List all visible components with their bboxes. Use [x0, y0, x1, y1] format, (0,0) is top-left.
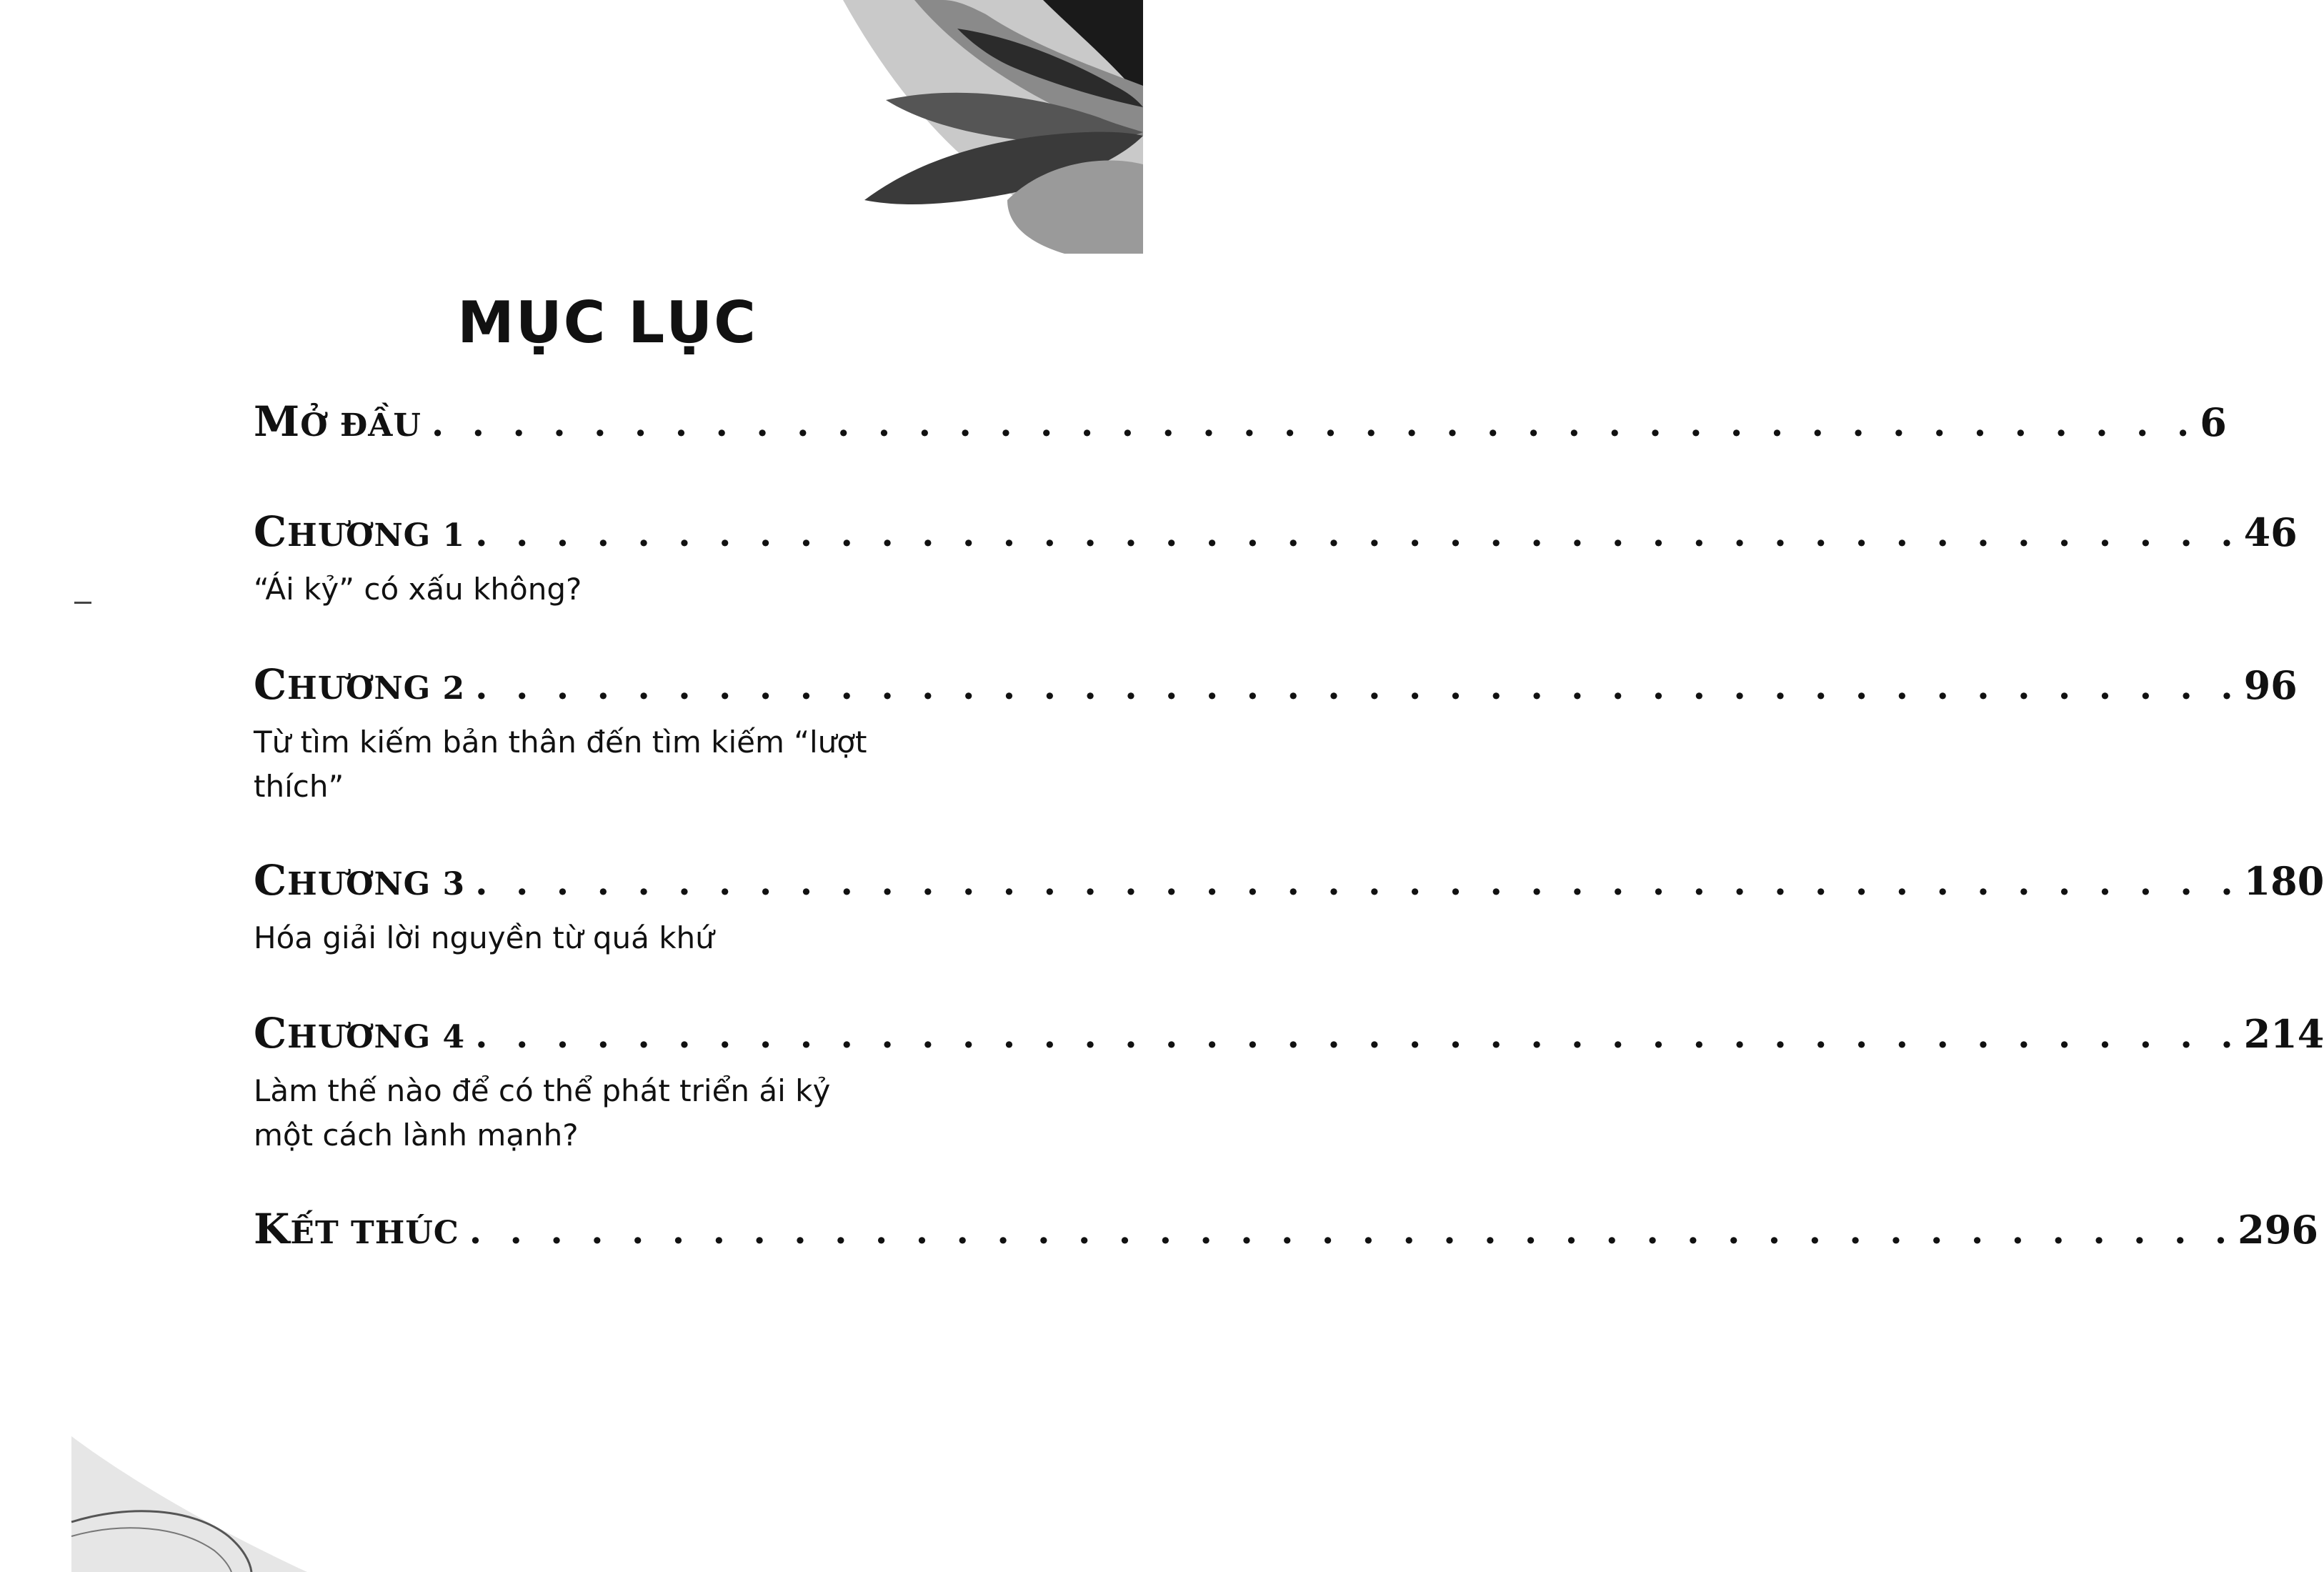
toc-page-number: 6: [2200, 399, 2227, 445]
toc-page-number: 180: [2243, 858, 2324, 904]
toc-entry-subtitle: Hóa giải lời nguyền từ quá khứ: [254, 920, 714, 955]
toc-entry-line: [254, 1009, 2324, 1058]
toc-entry-subtitle: Từ tìm kiếm bản thân đến tìm kiếm “lượt thích”: [254, 725, 867, 804]
toc-page-number: 296: [2238, 1207, 2318, 1253]
toc-entry-label: CHƯƠNG 1: [254, 507, 466, 556]
toc-entry-line: [254, 397, 2227, 446]
dot-leader: . . . . . . . . . . . . . . . . . . . . . . . . . . . . . . . . . . . . . . . . . . . .: [475, 861, 2241, 903]
toc-entry-subtitle: Làm thế nào để có thể phát triển ái kỷ một cách lành mạnh?: [254, 1073, 831, 1153]
toc-entry-line: [254, 1205, 2318, 1253]
toc-entry-ending[interactable]: [254, 1205, 2318, 1253]
dot-leader: . . . . . . . . . . . . . . . . . . . . . . . . . . . . . . . . . . . . . . . . . . . .: [431, 402, 2198, 444]
toc-entry-chapter-3[interactable]: [254, 856, 2324, 960]
toc-entry-line: [254, 856, 2324, 905]
dot-leader: . . . . . . . . . . . . . . . . . . . . . . . . . . . . . . . . . . . . . . . . . . . .: [475, 1014, 2241, 1056]
toc-entry-label: CHƯƠNG 4: [254, 1009, 466, 1058]
toc-entry-label: CHƯƠNG 3: [254, 856, 466, 905]
toc-entry-chapter-2[interactable]: [254, 660, 2298, 809]
toc-page-number: 214: [2243, 1011, 2324, 1057]
toc-entry-label: MỞ ĐẦU: [254, 397, 422, 446]
toc-entry-line: [254, 507, 2298, 556]
toc-entry-chapter-4[interactable]: [254, 1009, 2324, 1158]
toc-entry-line: [254, 660, 2298, 709]
toc-entry-label: KẾT THÚC: [254, 1205, 459, 1253]
dot-leader: . . . . . . . . . . . . . . . . . . . . . . . . . . . . . . . . . . . . . . . . . . . .: [469, 1210, 2235, 1252]
corner-illustration: [71, 1436, 329, 1572]
page-title: MỤC LỤC: [457, 289, 757, 356]
toc-entry-subtitle: “Ái kỷ” có xấu không?: [254, 572, 582, 607]
toc-page-number: 46: [2243, 509, 2298, 555]
dot-leader: . . . . . . . . . . . . . . . . . . . . . . . . . . . . . . . . . . . . . . . . . . . .: [475, 665, 2241, 707]
leaf-illustration: [829, 0, 1143, 254]
dot-leader: . . . . . . . . . . . . . . . . . . . . . . . . . . . . . . . . . . . . . . . . . . . .: [475, 512, 2241, 554]
toc-page-number: 96: [2243, 662, 2298, 708]
toc-entry-intro[interactable]: [254, 397, 2227, 446]
toc-entry-label: CHƯƠNG 2: [254, 660, 466, 709]
toc-entry-chapter-1[interactable]: [254, 507, 2298, 612]
stray-mark: [74, 602, 91, 604]
